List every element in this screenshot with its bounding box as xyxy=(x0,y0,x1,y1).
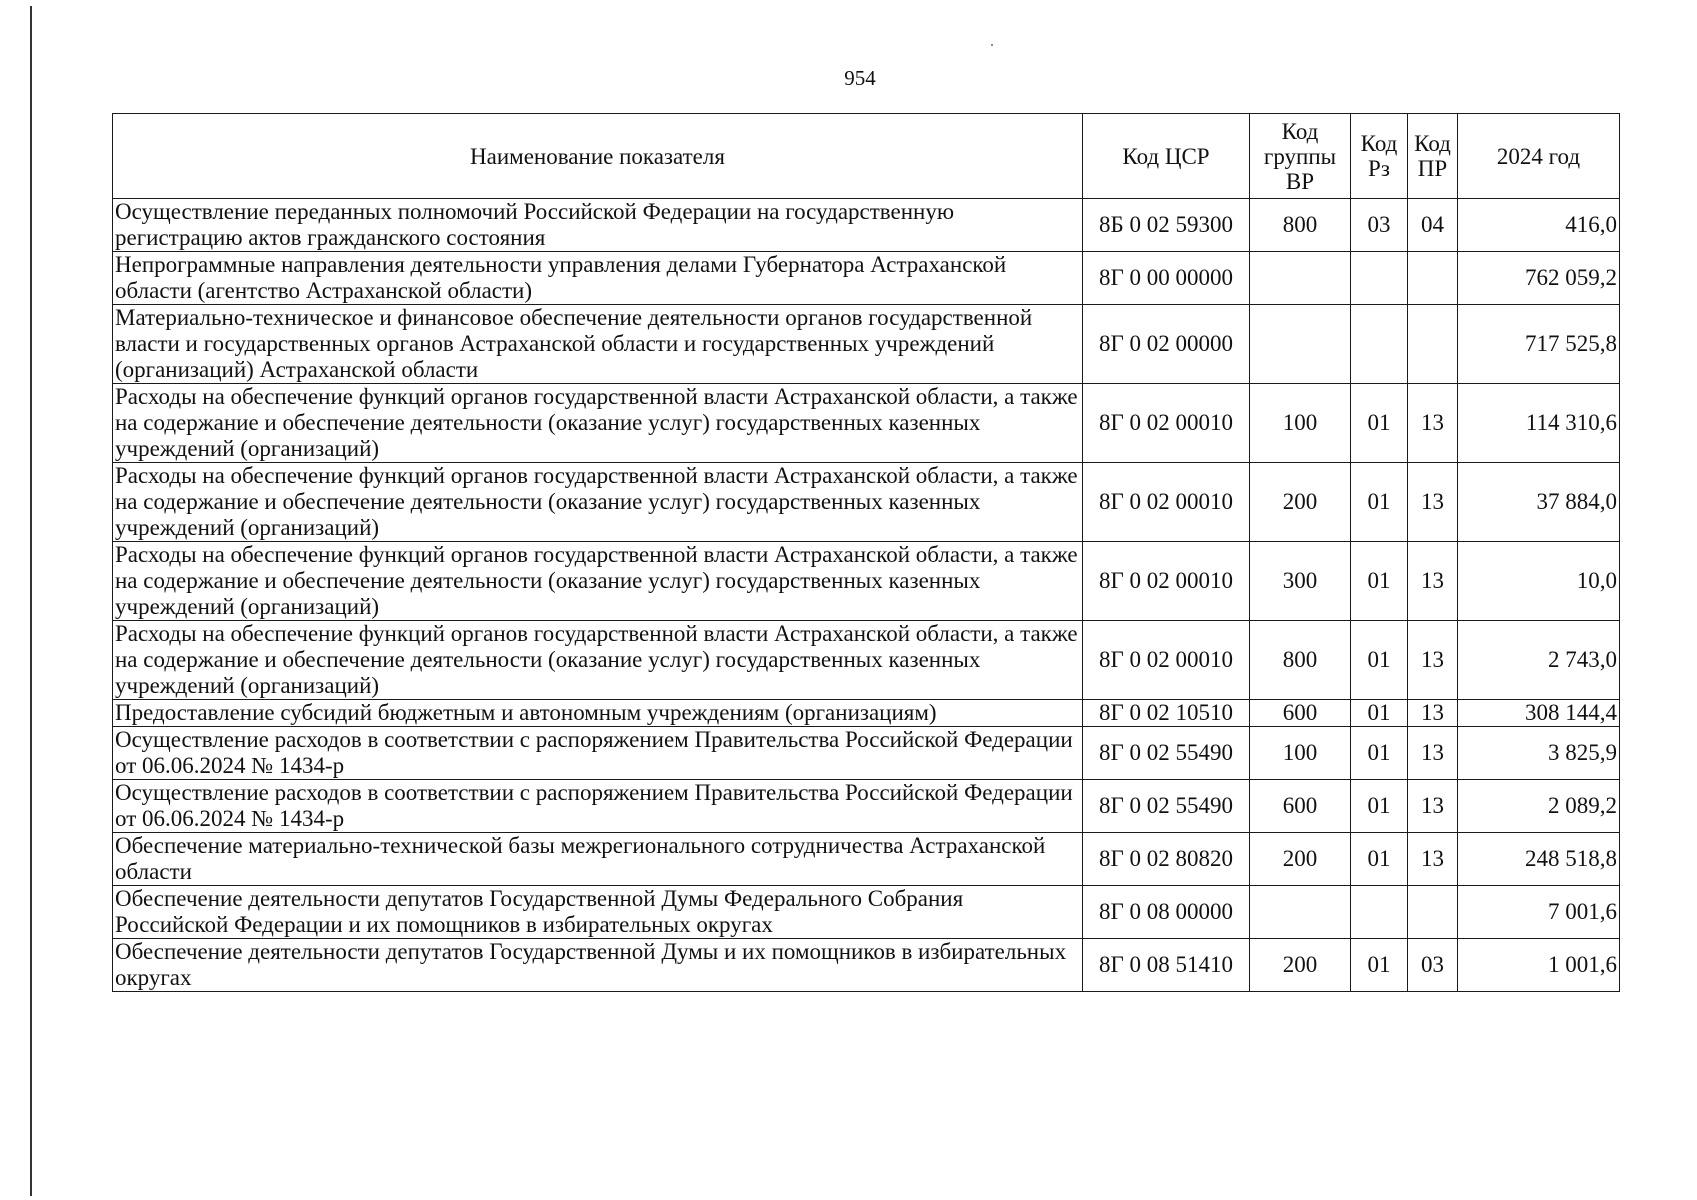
header-year: 2024 год xyxy=(1458,114,1620,199)
row-rz-cell: 01 xyxy=(1351,780,1408,833)
row-name-cell: Расходы на обеспечение функций органов государственной власти Астраханской области, а также на содержание и обеспечение деятельности (оказание услуг) государственных казенных учреждений (организаций) xyxy=(113,621,1083,700)
row-csr-cell: 8Г 0 02 00010 xyxy=(1083,463,1250,542)
header-name: Наименование показателя xyxy=(113,114,1083,199)
row-name-cell: Непрограммные направления деятельности управления делами Губернатора Астраханской области (агентство Астраханской области) xyxy=(113,252,1083,305)
row-name-cell: Осуществление расходов в соответствии с распоряжением Правительства Российской Федерации от 06.06.2024 № 1434-р xyxy=(113,727,1083,780)
table-row xyxy=(113,700,1620,727)
table-header-row xyxy=(113,114,1620,199)
row-vr-cell xyxy=(1250,252,1351,305)
table-row xyxy=(113,727,1620,780)
row-vr-cell: 300 xyxy=(1250,542,1351,621)
row-amount-cell: 2 743,0 xyxy=(1458,621,1620,700)
row-name-cell: Материально-техническое и финансовое обеспечение деятельности органов государственной власти и государственных органов Астраханской области и государственных учреждений (организаций) Астраханской области xyxy=(113,305,1083,384)
row-pr-cell: 03 xyxy=(1408,939,1458,992)
row-amount-cell: 1 001,6 xyxy=(1458,939,1620,992)
row-amount-cell: 717 525,8 xyxy=(1458,305,1620,384)
row-name-cell: Расходы на обеспечение функций органов государственной власти Астраханской области, а также на содержание и обеспечение деятельности (оказание услуг) государственных казенных учреждений (организаций) xyxy=(113,384,1083,463)
row-rz-cell: 01 xyxy=(1351,384,1408,463)
row-amount-cell: 762 059,2 xyxy=(1458,252,1620,305)
row-pr-cell xyxy=(1408,252,1458,305)
row-name-cell: Расходы на обеспечение функций органов государственной власти Астраханской области, а также на содержание и обеспечение деятельности (оказание услуг) государственных казенных учреждений (организаций) xyxy=(113,463,1083,542)
row-pr-cell: 13 xyxy=(1408,542,1458,621)
row-rz-cell: 01 xyxy=(1351,727,1408,780)
row-rz-cell: 01 xyxy=(1351,833,1408,886)
row-csr-cell: 8Г 0 02 00010 xyxy=(1083,384,1250,463)
row-rz-cell: 01 xyxy=(1351,700,1408,727)
row-vr-cell: 600 xyxy=(1250,700,1351,727)
row-csr-cell: 8Г 0 02 80820 xyxy=(1083,833,1250,886)
table-row xyxy=(113,780,1620,833)
row-vr-cell: 100 xyxy=(1250,727,1351,780)
row-csr-cell: 8Г 0 02 55490 xyxy=(1083,727,1250,780)
row-csr-cell: 8Б 0 02 59300 xyxy=(1083,199,1250,252)
row-pr-cell: 13 xyxy=(1408,463,1458,542)
row-rz-cell xyxy=(1351,886,1408,939)
row-name-cell: Осуществление переданных полномочий Российской Федерации на государственную регистрацию актов гражданского состояния xyxy=(113,199,1083,252)
row-csr-cell: 8Г 0 08 51410 xyxy=(1083,939,1250,992)
row-name-cell: Расходы на обеспечение функций органов государственной власти Астраханской области, а также на содержание и обеспечение деятельности (оказание услуг) государственных казенных учреждений (организаций) xyxy=(113,542,1083,621)
row-amount-cell: 10,0 xyxy=(1458,542,1620,621)
row-amount-cell: 248 518,8 xyxy=(1458,833,1620,886)
table-row xyxy=(113,833,1620,886)
row-amount-cell: 7 001,6 xyxy=(1458,886,1620,939)
row-vr-cell: 200 xyxy=(1250,463,1351,542)
page-number: 954 xyxy=(844,66,876,90)
row-pr-cell xyxy=(1408,886,1458,939)
row-vr-cell: 200 xyxy=(1250,833,1351,886)
table-row xyxy=(113,621,1620,700)
row-vr-cell xyxy=(1250,305,1351,384)
header-rz: Код Рз xyxy=(1351,114,1408,199)
scan-artifact xyxy=(991,44,993,46)
table-row xyxy=(113,886,1620,939)
row-pr-cell: 04 xyxy=(1408,199,1458,252)
binding-edge-line xyxy=(30,6,32,1196)
row-rz-cell: 03 xyxy=(1351,199,1408,252)
budget-table xyxy=(112,113,1620,992)
table-row xyxy=(113,463,1620,542)
row-csr-cell: 8Г 0 02 00000 xyxy=(1083,305,1250,384)
row-vr-cell: 100 xyxy=(1250,384,1351,463)
row-pr-cell: 13 xyxy=(1408,621,1458,700)
table-row xyxy=(113,939,1620,992)
row-amount-cell: 416,0 xyxy=(1458,199,1620,252)
row-vr-cell xyxy=(1250,886,1351,939)
row-name-cell: Предоставление субсидий бюджетным и автономным учреждениям (организациям) xyxy=(113,700,1083,727)
row-name-cell: Обеспечение деятельности депутатов Государственной Думы и их помощников в избирательных округах xyxy=(113,939,1083,992)
table-row xyxy=(113,542,1620,621)
row-vr-cell: 600 xyxy=(1250,780,1351,833)
row-csr-cell: 8Г 0 02 00010 xyxy=(1083,621,1250,700)
row-vr-cell: 800 xyxy=(1250,199,1351,252)
row-vr-cell: 800 xyxy=(1250,621,1351,700)
row-amount-cell: 3 825,9 xyxy=(1458,727,1620,780)
row-pr-cell: 13 xyxy=(1408,727,1458,780)
row-pr-cell: 13 xyxy=(1408,780,1458,833)
row-pr-cell: 13 xyxy=(1408,700,1458,727)
row-csr-cell: 8Г 0 00 00000 xyxy=(1083,252,1250,305)
row-pr-cell: 13 xyxy=(1408,833,1458,886)
row-name-cell: Осуществление расходов в соответствии с распоряжением Правительства Российской Федерации от 06.06.2024 № 1434-р xyxy=(113,780,1083,833)
table-row xyxy=(113,305,1620,384)
row-rz-cell: 01 xyxy=(1351,463,1408,542)
row-csr-cell: 8Г 0 02 55490 xyxy=(1083,780,1250,833)
table-row xyxy=(113,252,1620,305)
row-rz-cell xyxy=(1351,305,1408,384)
row-csr-cell: 8Г 0 08 00000 xyxy=(1083,886,1250,939)
row-rz-cell: 01 xyxy=(1351,621,1408,700)
table-row xyxy=(113,384,1620,463)
row-csr-cell: 8Г 0 02 00010 xyxy=(1083,542,1250,621)
table-row xyxy=(113,199,1620,252)
row-rz-cell: 01 xyxy=(1351,939,1408,992)
row-amount-cell: 2 089,2 xyxy=(1458,780,1620,833)
row-csr-cell: 8Г 0 02 10510 xyxy=(1083,700,1250,727)
row-rz-cell xyxy=(1351,252,1408,305)
header-csr: Код ЦСР xyxy=(1083,114,1250,199)
row-name-cell: Обеспечение деятельности депутатов Государственной Думы Федерального Собрания Российской Федерации и их помощников в избирательных округах xyxy=(113,886,1083,939)
header-pr: Код ПР xyxy=(1408,114,1458,199)
row-name-cell: Обеспечение материально-технической базы межрегионального сотрудничества Астраханской области xyxy=(113,833,1083,886)
row-pr-cell: 13 xyxy=(1408,384,1458,463)
header-vr: Код группы ВР xyxy=(1250,114,1351,199)
row-pr-cell xyxy=(1408,305,1458,384)
table-body xyxy=(113,199,1620,992)
row-amount-cell: 37 884,0 xyxy=(1458,463,1620,542)
row-vr-cell: 200 xyxy=(1250,939,1351,992)
row-amount-cell: 308 144,4 xyxy=(1458,700,1620,727)
row-rz-cell: 01 xyxy=(1351,542,1408,621)
row-amount-cell: 114 310,6 xyxy=(1458,384,1620,463)
